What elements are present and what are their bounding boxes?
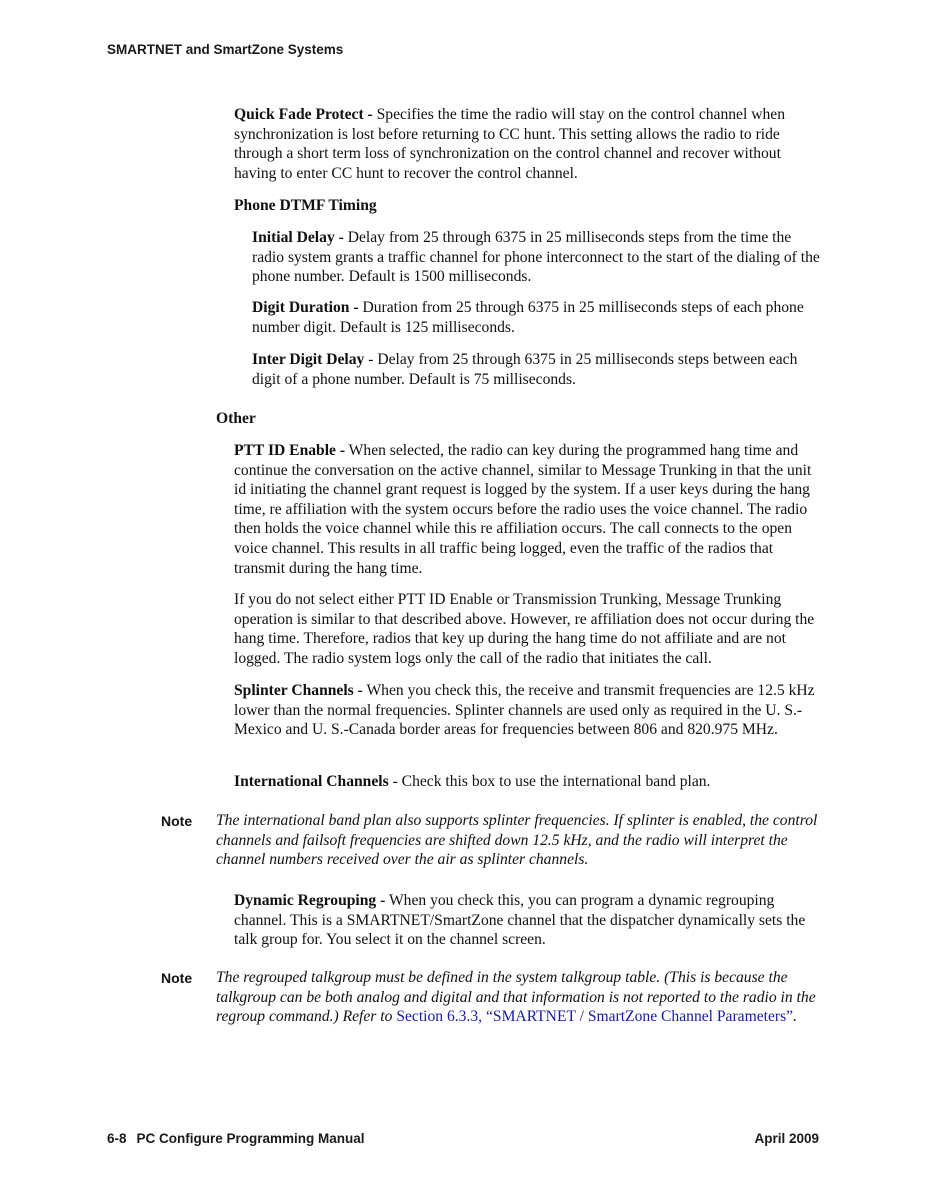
manual-title: PC Configure Programming Manual <box>136 1131 365 1146</box>
other-heading: Other <box>216 410 256 427</box>
splinter-channels-paragraph <box>234 681 824 740</box>
splinter-channels-term: Splinter Channels - <box>234 682 363 699</box>
note-label-regroup: Note <box>161 970 193 986</box>
inter-digit-delay-term: Inter Digit Delay <box>252 351 365 368</box>
quick-fade-protect-text: Specifies the time the radio will stay on the control channel when synchronization is lost before returning to CC hunt. This setting allows the radio to ride through a short term loss of synchronization on the control channel and recover without having to enter CC hunt to recover the control channel. <box>234 106 785 182</box>
dynamic-regrouping-paragraph <box>234 891 824 950</box>
initial-delay-term: Initial Delay - <box>252 229 344 246</box>
section-6-3-3-link[interactable]: Section 6.3.3, “SMARTNET / SmartZone Channel Parameters” <box>396 1008 794 1026</box>
footer-left <box>107 1131 365 1146</box>
message-trunking-paragraph: If you do not select either PTT ID Enable or Transmission Trunking, Message Trunking operation is similar to that described above. However, re affiliation does not occur during the hang time. Therefore, radios that key up during the hang time do not affiliate and are not logged. The radio system logs only the call of the radio that initiates the call. <box>234 591 815 667</box>
initial-delay-paragraph <box>252 228 824 287</box>
note-label-splinter: Note <box>161 813 193 829</box>
quick-fade-protect-paragraph <box>234 105 824 183</box>
initial-delay-text: Delay from 25 through 6375 in 25 milliseconds steps from the time the radio system grants a traffic channel for phone interconnect to the start of the dialing of the phone number. Default is 1500 milliseconds. <box>252 229 820 286</box>
dynamic-regrouping-text: When you check this, you can program a dynamic regrouping channel. This is a SMARTNET/SmartZone channel that the dispatcher dynamically sets the talk group for. You select it on the channel screen. <box>234 892 806 949</box>
phone-dtmf-timing-heading: Phone DTMF Timing <box>234 197 377 214</box>
international-channels-paragraph <box>234 772 824 792</box>
page-number: 6-8 <box>107 1131 127 1146</box>
digit-duration-term: Digit Duration - <box>252 299 359 316</box>
digit-duration-paragraph <box>252 298 824 337</box>
ptt-id-enable-paragraph <box>234 441 824 578</box>
quick-fade-protect-term: Quick Fade Protect - <box>234 106 373 123</box>
ptt-id-enable-text: When selected, the radio can key during the programmed hang time and continue the conversation on the active channel, similar to Message Trunking in that the unit id initiating the channel grant request is logged by the system. If a user keys during the hang time, re affiliation with the system occurs before the radio uses the voice channel. The radio then holds the voice channel while this re affiliation occurs. The call connects to the open voice channel. This results in all traffic being logged, even the traffic of the radios that transmit during the hang time. <box>234 442 812 577</box>
running-header: SMARTNET and SmartZone Systems <box>107 42 344 57</box>
note-text-splinter: The international band plan also supports splinter frequencies. If splinter is enabled, the control channels and failsoft frequencies are shifted down 12.5 kHz, and the radio will interpret the channel numbers received over the air as splinter channels. <box>216 812 818 869</box>
international-channels-term: International Channels <box>234 773 389 790</box>
inter-digit-delay-text: - Delay from 25 through 6375 in 25 milliseconds steps between each digit of a phone number. Default is 75 milliseconds. <box>252 351 798 388</box>
dynamic-regrouping-term: Dynamic Regrouping - <box>234 892 386 909</box>
footer-date: April 2009 <box>754 1131 819 1146</box>
note-regroup-text: The regrouped talkgroup must be defined in the system talkgroup table. (This is because the talkgroup can be both analog and digital and that information is not reported to the radio in the regroup command.) Refer to <box>216 969 816 1026</box>
note-text-regroup <box>216 968 821 1027</box>
international-channels-text: - Check this box to use the international band plan. <box>388 773 711 790</box>
digit-duration-text: Duration from 25 through 6375 in 25 milliseconds steps of each phone number digit. Default is 125 milliseconds. <box>252 299 804 336</box>
splinter-channels-text: When you check this, the receive and transmit frequencies are 12.5 kHz lower than the normal frequencies. Splinter channels are used only as required in the U. S.-Mexico and U. S.-Canada border areas for frequencies between 806 and 820.975 MHz. <box>234 682 815 739</box>
ptt-id-enable-term: PTT ID Enable - <box>234 442 346 459</box>
inter-digit-delay-paragraph <box>252 350 824 389</box>
note-regroup-text-end: . <box>793 1008 797 1026</box>
